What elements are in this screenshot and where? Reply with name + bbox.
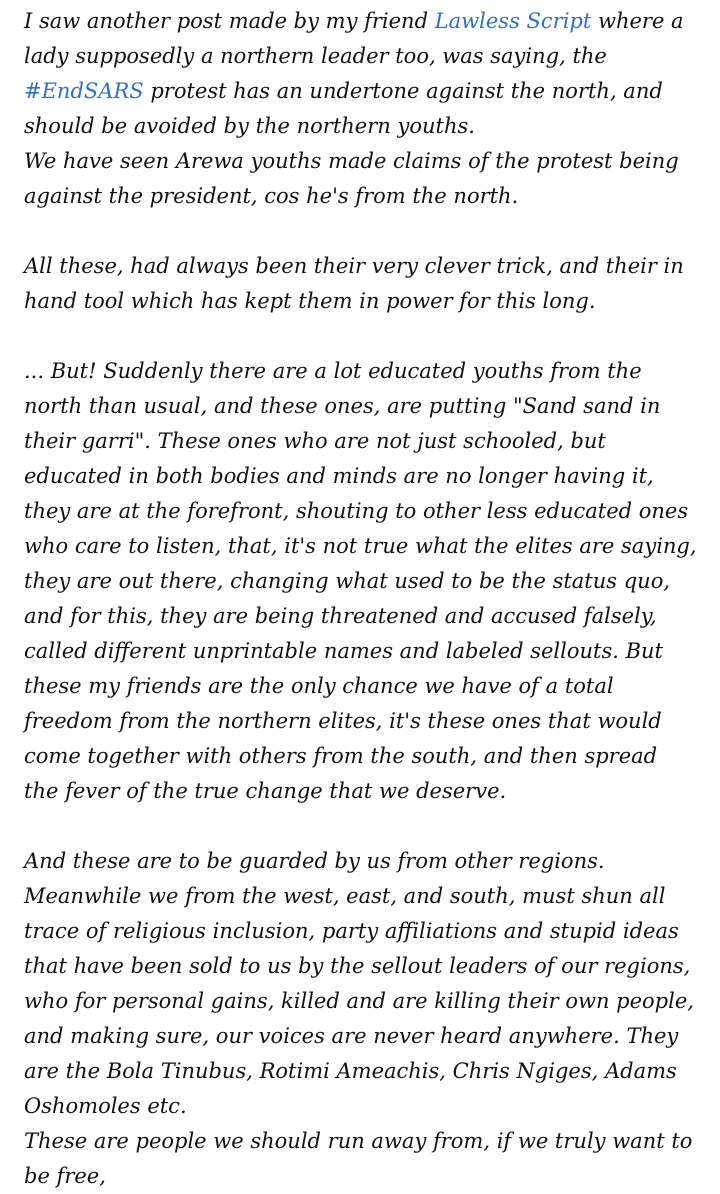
paragraph-spacer — [24, 809, 698, 844]
paragraph-arewa-youths: We have seen Arewa youths made claims of the protest being against the president, cos he's from the north. — [24, 149, 679, 208]
paragraph-guarded: And these are to be guarded by us from other regions. — [24, 849, 605, 873]
paragraph-spacer — [24, 214, 698, 249]
paragraph-spacer — [24, 319, 698, 354]
paragraph-intro — [24, 4, 698, 144]
paragraph-run-away: These are people we should run away from, if we truly want to be free, — [24, 1129, 693, 1188]
intro-text-end: protest has an undertone against the north, and should be avoided by the northern youths. — [24, 79, 663, 138]
mention-link-lawless-script[interactable]: Lawless Script — [434, 9, 592, 33]
hashtag-link-endsars[interactable]: #EndSARS — [24, 79, 144, 103]
paragraph-clever-trick: All these, had always been their very clever trick, and their in hand tool which has kept them in power for this long. — [24, 254, 684, 313]
intro-text-start: I saw another post made by my friend — [24, 9, 435, 33]
intro-text-middle: where a lady supposedly a northern leader too, was saying, the — [24, 9, 684, 68]
paragraph-educated-youths: ... But! Suddenly there are a lot educated youths from the north than usual, and these ones, are putting "Sand sand in their garri". These ones who are not just schooled, but educated in both bodies and minds are no longer having it, they are at the forefront, shouting to other less educated ones who care to listen, that, it's not true what the elites are saying, they are out there, changing what used to be the status quo, and for this, they are being threatened and accused falsely, called different unprintable names and labeled sellouts. But these my friends are the only chance we have of a total freedom from the northern elites, it's these ones that would come together with others from the south, and then spread the fever of the true change that we deserve. — [24, 359, 697, 803]
paragraph-sellout-leaders: Meanwhile we from the west, east, and south, must shun all trace of religious inclusion, party affiliations and stupid ideas that have been sold to us by the sellout leaders of our regions, who for personal gains, killed and are killing their own people, and making sure, our voices are never heard anywhere. They are the Bola Tinubus, Rotimi Ameachis, Chris Ngiges, Adams Oshomoles etc. — [24, 884, 694, 1118]
